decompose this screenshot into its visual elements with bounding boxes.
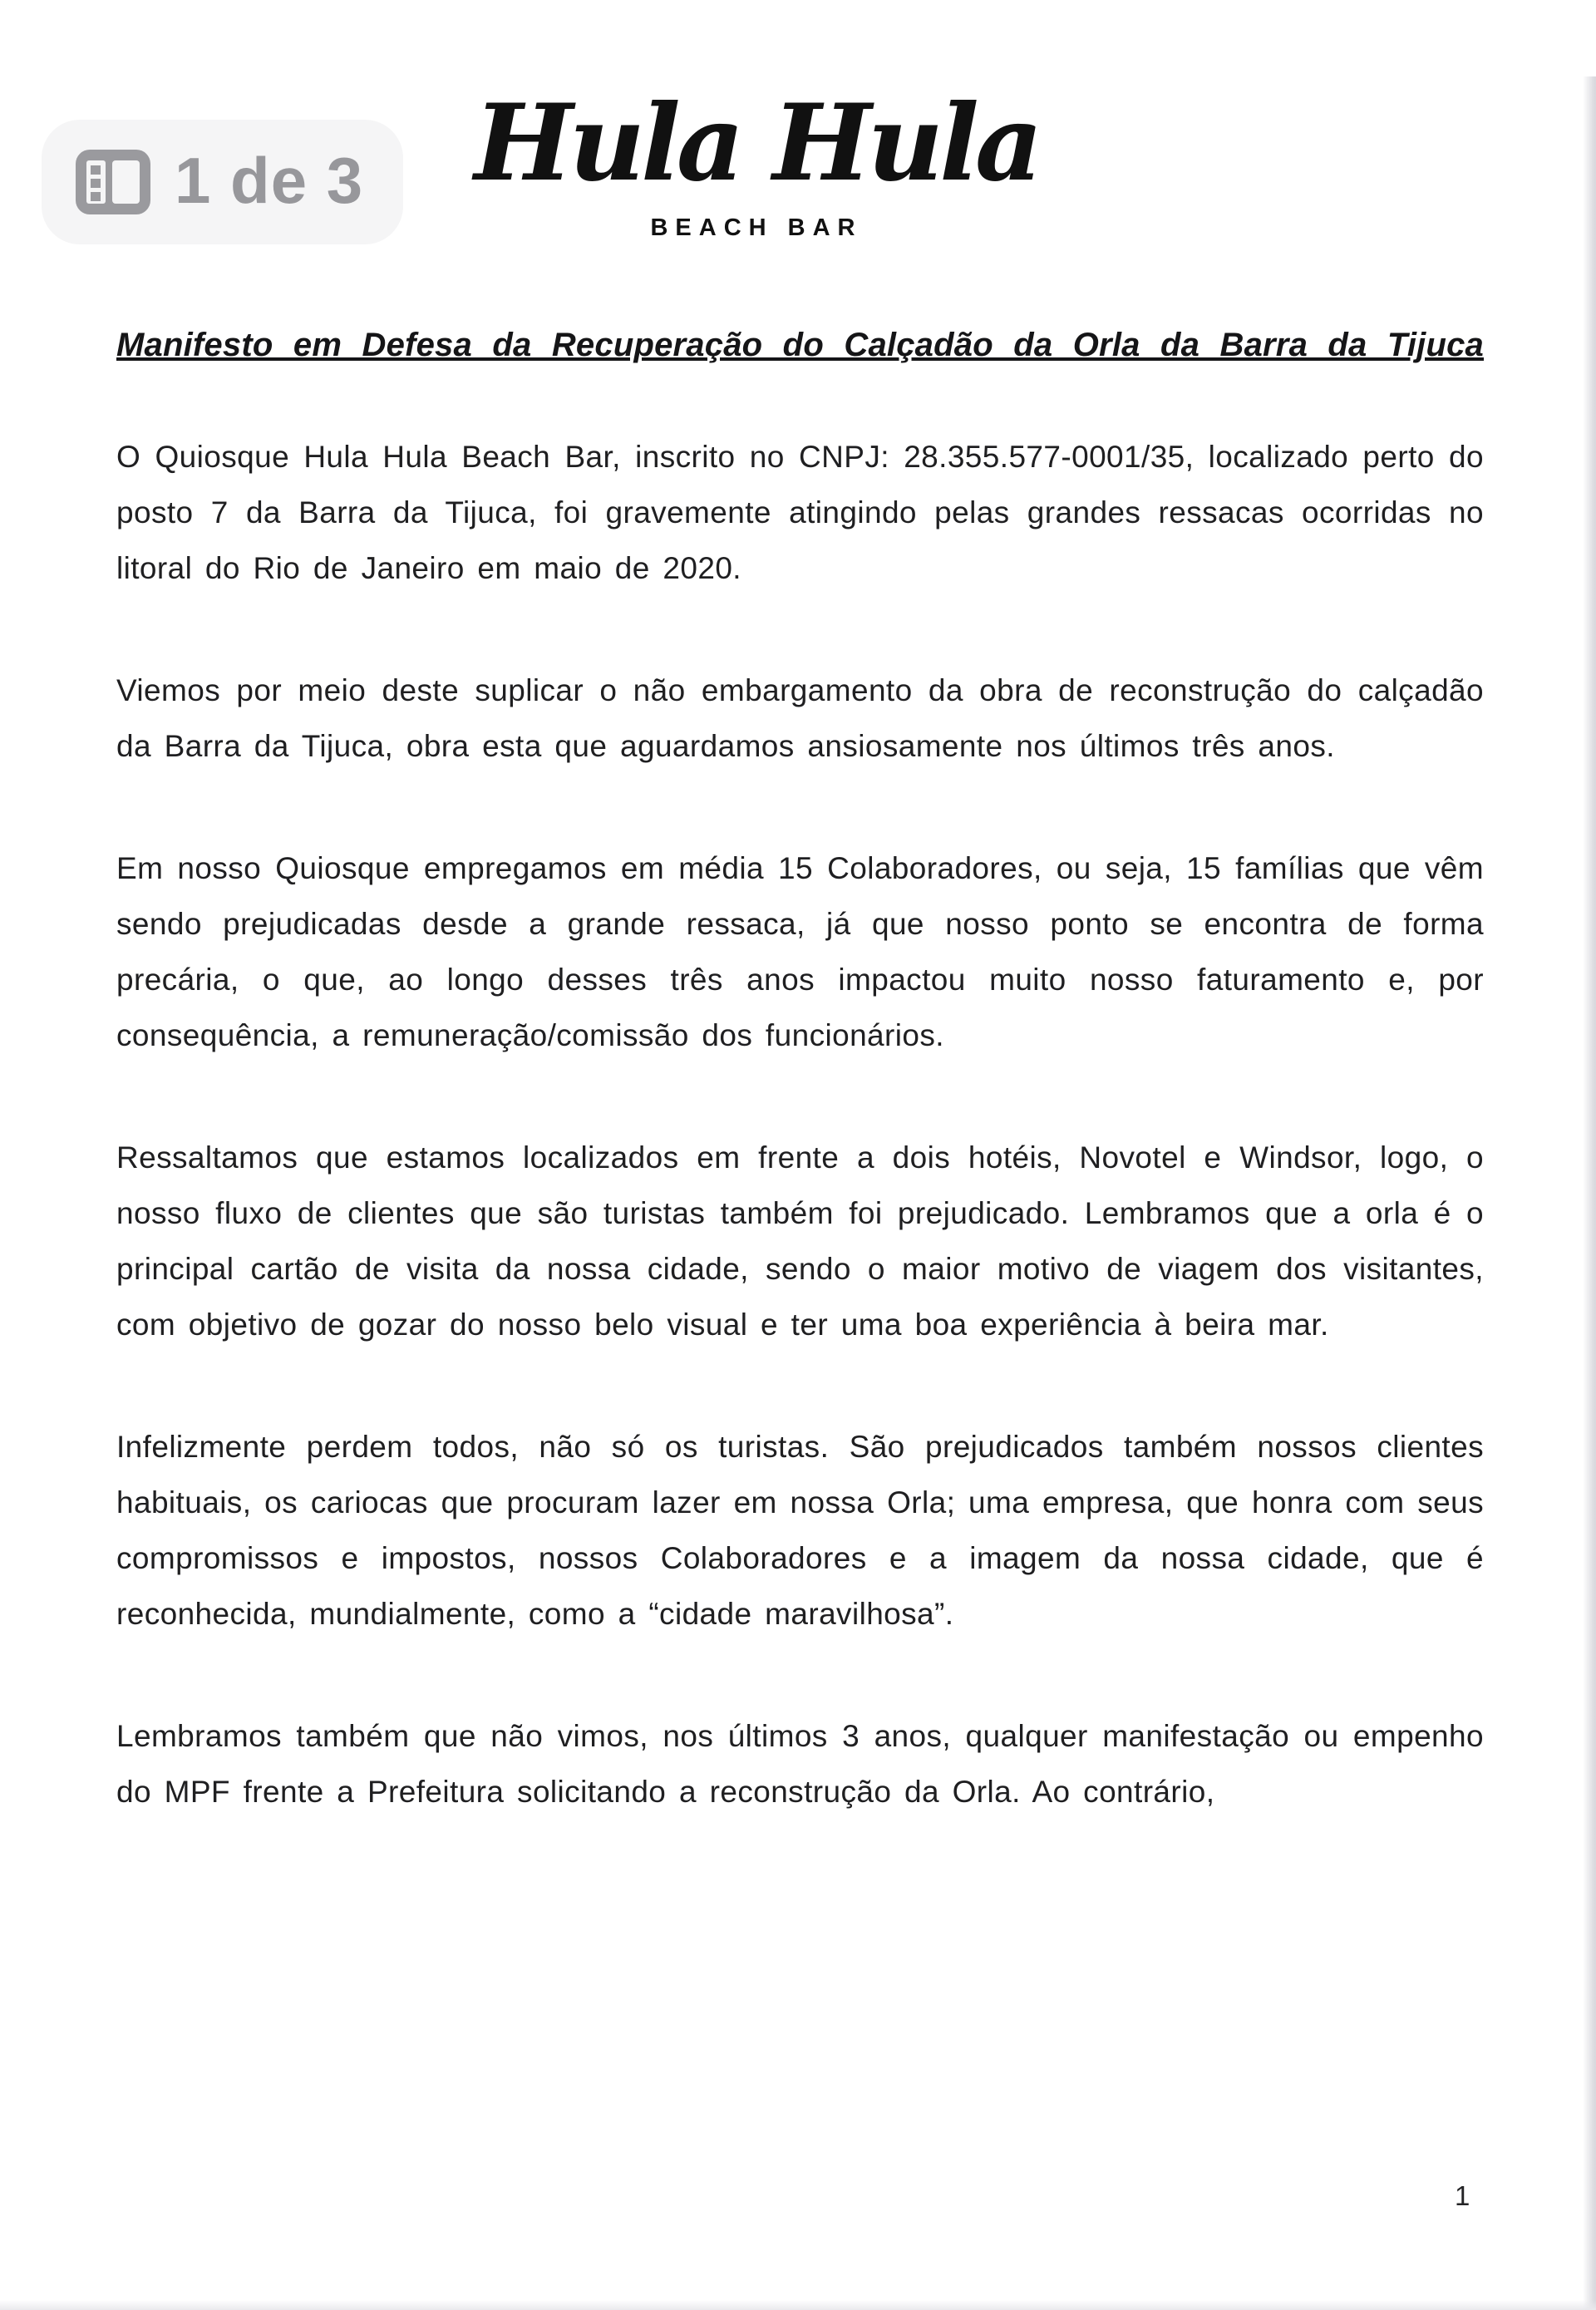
paragraph: Infelizmente perdem todos, não só os turistas. São prejudicados também nossos clientes habituais, os cariocas que procuram lazer em nossa Orla; uma empresa, que honra com seus compromissos e impostos, nossos Colaboradores e a imagem da nossa cidade, que é reconhecida, mundialmente, como a “cidade maravilhosa”. (116, 1430, 1484, 1631)
page-indicator-badge[interactable] (42, 120, 403, 244)
logo-tagline: BEACH BAR (650, 214, 863, 241)
document-body (116, 429, 1484, 1820)
sidebar-thumbnails-icon (75, 149, 151, 215)
logo-script-text: Hula Hula (474, 81, 1039, 204)
document-content (0, 319, 1596, 1820)
page-right-edge (1583, 76, 1596, 2310)
page-indicator-label: 1 de 3 (175, 144, 364, 217)
page-bottom-edge (0, 2300, 1596, 2310)
logo (474, 76, 1038, 243)
paragraph: Viemos por meio deste suplicar o não embargamento da obra de reconstrução do calçadão da Barra da Tijuca, obra esta que aguardamos ansiosamente nos últimos três anos. (116, 673, 1484, 763)
document-title: Manifesto em Defesa da Recuperação do Calçadão da Orla da Barra da Tijuca (116, 327, 1484, 363)
paragraph: O Quiosque Hula Hula Beach Bar, inscrito no CNPJ: 28.355.577-0001/35, localizado perto do posto 7 da Barra da Tijuca, foi gravemente atingindo pelas grandes ressacas ocorridas no litoral do Rio de Janeiro em maio de 2020. (116, 440, 1484, 585)
document-page (0, 76, 1596, 2310)
paragraph: Lembramos também que não vimos, nos últimos 3 anos, qualquer manifestação ou empenho do MPF frente a Prefeitura solicitando a reconstrução da Orla. Ao contrário, (116, 1719, 1484, 1809)
paragraph: Em nosso Quiosque empregamos em média 15 Colaboradores, ou seja, 15 famílias que vêm sendo prejudicadas desde a grande ressaca, já que nosso ponto se encontra de forma precária, o que, ao longo desses três anos impactou muito nosso faturamento e, por consequência, a remuneração/comissão dos funcionários. (116, 851, 1484, 1052)
page-number: 1 (1455, 2180, 1470, 2211)
paragraph: Ressaltamos que estamos localizados em frente a dois hotéis, Novotel e Windsor, logo, o nosso fluxo de clientes que são turistas também foi prejudicado. Lembramos que a orla é o principal cartão de visita da nossa cidade, sendo o maior motivo de viagem dos visitantes, com objetivo de gozar do nosso belo visual e ter uma boa experiência à beira mar. (116, 1140, 1484, 1342)
